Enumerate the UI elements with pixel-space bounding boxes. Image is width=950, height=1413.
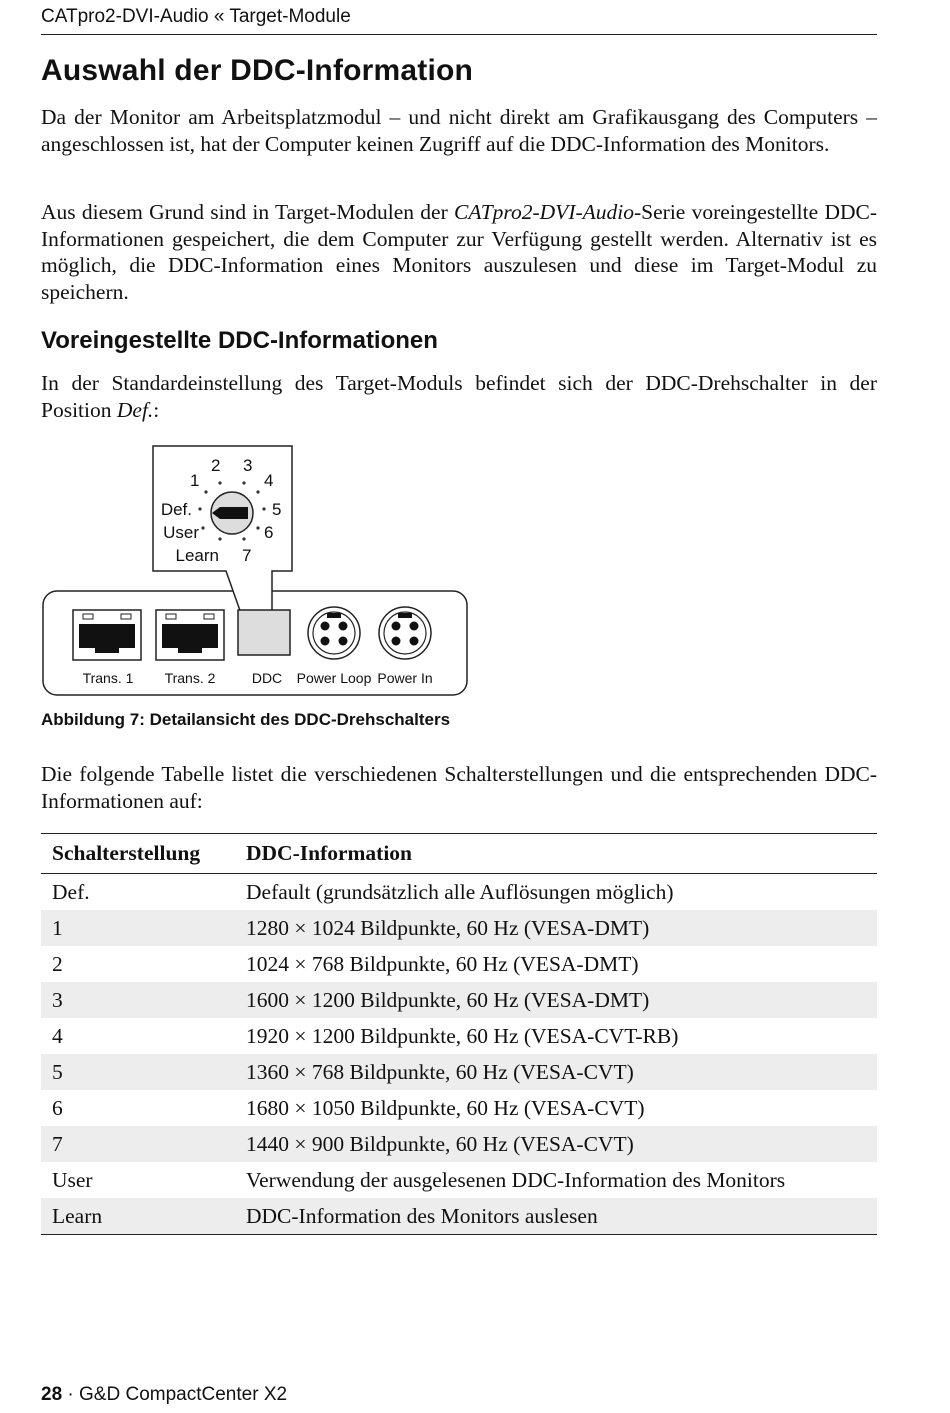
sub-para-text-pre: In der Standardeinstellung des Target-Moduls befindet sich der DDC-Drehschalter in der Position (41, 371, 877, 422)
ddc-settings-table (41, 833, 877, 1235)
switch-position: Learn (41, 1198, 235, 1235)
table-intro-paragraph: Die folgende Tabelle listet die verschiedenen Schalterstellungen und die entsprechenden DDC-Informationen auf: (41, 762, 877, 813)
rj45-port-icon-trans-2 (156, 610, 224, 660)
rj45-port-icon-trans-1 (73, 610, 141, 660)
switch-position: Def. (52, 880, 90, 904)
running-head: CATpro2-DVI-Audio « Target-Module (41, 6, 877, 35)
subsection-title: Voreingestellte DDC-Informationen (41, 327, 438, 354)
ddc-information: 1440 × 900 Bildpunkte, 60 Hz (VESA-CVT) (235, 1126, 877, 1162)
table-header-row (41, 834, 877, 874)
port-label-trans-2: Trans. 2 (164, 670, 216, 686)
ddc-switch-figure (40, 444, 470, 700)
dial-label-3: 3 (243, 456, 253, 475)
dial-label-7: 7 (242, 546, 252, 565)
ddc-information: 1024 × 768 Bildpunkte, 60 Hz (VESA-DMT) (246, 952, 639, 976)
switch-position: 4 (52, 1024, 63, 1048)
switch-position: 6 (52, 1096, 63, 1120)
dial-label-4: 4 (264, 471, 274, 490)
switch-position: 7 (41, 1126, 235, 1162)
dial-label-2: 2 (211, 456, 221, 475)
table-row (41, 1090, 877, 1126)
dial-label-5: 5 (272, 500, 282, 519)
port-label-ddc: DDC (251, 670, 283, 686)
section-title: Auswahl der DDC-Information (41, 54, 474, 87)
table-row (41, 874, 877, 911)
intro-paragraph: Da der Monitor am Arbeitsplatzmodul – und nicht direkt am Grafikausgang des Computers – angeschlossen ist, hat der Computer keinen Zugriff auf die DDC-Information des Monitors. (41, 105, 877, 156)
mini-din-4-icon-power-loop (308, 607, 360, 659)
figure-caption: Abbildung 7: Detailansicht des DDC-Drehschalters (41, 710, 451, 729)
header-ddc-information: DDC-Information (235, 834, 877, 874)
dial-label-learn: Learn (175, 546, 219, 565)
table-row (41, 946, 877, 982)
ddc-information: 1920 × 1200 Bildpunkte, 60 Hz (VESA-CVT-RB) (246, 1024, 679, 1048)
default-position-name: Def. (116, 397, 154, 422)
footer-product: G&D CompactCenter X2 (79, 1384, 288, 1405)
default-position-paragraph (41, 370, 877, 423)
table-row (41, 1018, 877, 1054)
switch-position: 5 (41, 1054, 235, 1090)
sub-para-text-post: : (153, 397, 160, 422)
ddc-information: 1280 × 1024 Bildpunkte, 60 Hz (VESA-DMT) (235, 910, 877, 946)
dial-label-6: 6 (264, 523, 274, 542)
port-label-trans-1: Trans. 1 (82, 670, 134, 686)
switch-position: User (52, 1168, 93, 1192)
table-row (41, 910, 877, 946)
ddc-information: 1680 × 1050 Bildpunkte, 60 Hz (VESA-CVT) (246, 1096, 645, 1120)
port-label-power-loop: Power Loop (296, 670, 372, 686)
table-row (41, 982, 877, 1018)
page-number: 28 (41, 1384, 63, 1405)
table-row (41, 1126, 877, 1162)
ddc-storage-paragraph (41, 199, 877, 305)
dial-label-user: User (163, 523, 199, 542)
ddc-information: Verwendung der ausgelesenen DDC-Information des Monitors (246, 1168, 786, 1192)
switch-position: 3 (41, 982, 235, 1018)
footer-separator: · (62, 1384, 80, 1405)
dial-label-def: Def. (160, 500, 192, 519)
mini-din-4-icon-power-in (379, 607, 431, 659)
switch-position: 1 (41, 910, 235, 946)
product-series-name: CATpro2-DVI-Audio (454, 200, 634, 224)
ddc-information: 1360 × 768 Bildpunkte, 60 Hz (VESA-CVT) (235, 1054, 877, 1090)
ddc-information: DDC-Information des Monitors auslesen (235, 1198, 877, 1235)
table-row (41, 1054, 877, 1090)
table-row (41, 1198, 877, 1235)
port-label-power-in: Power In (377, 670, 433, 686)
switch-position: 2 (52, 952, 63, 976)
para2-text-pre: Aus diesem Grund sind in Target-Modulen der (41, 200, 455, 224)
para2-text-post: -Serie voreingestellte DDC-Informationen gespeichert, die dem Computer zur Verfügung gestellt werden. Alternativ ist es möglich, die DDC-Information eines Monitors auszulesen und diese im Target-Modul zu speichern. (41, 200, 878, 304)
rotary-switch-slot-icon (238, 610, 290, 655)
table-row (41, 1162, 877, 1198)
ddc-information: Default (grundsätzlich alle Auflösungen möglich) (246, 880, 674, 904)
header-switch-position: Schalterstellung (41, 834, 235, 874)
dial-label-1: 1 (190, 471, 200, 490)
rotary-dial-icon (211, 492, 253, 534)
ddc-information: 1600 × 1200 Bildpunkte, 60 Hz (VESA-DMT) (235, 982, 877, 1018)
page-footer (41, 1384, 287, 1406)
